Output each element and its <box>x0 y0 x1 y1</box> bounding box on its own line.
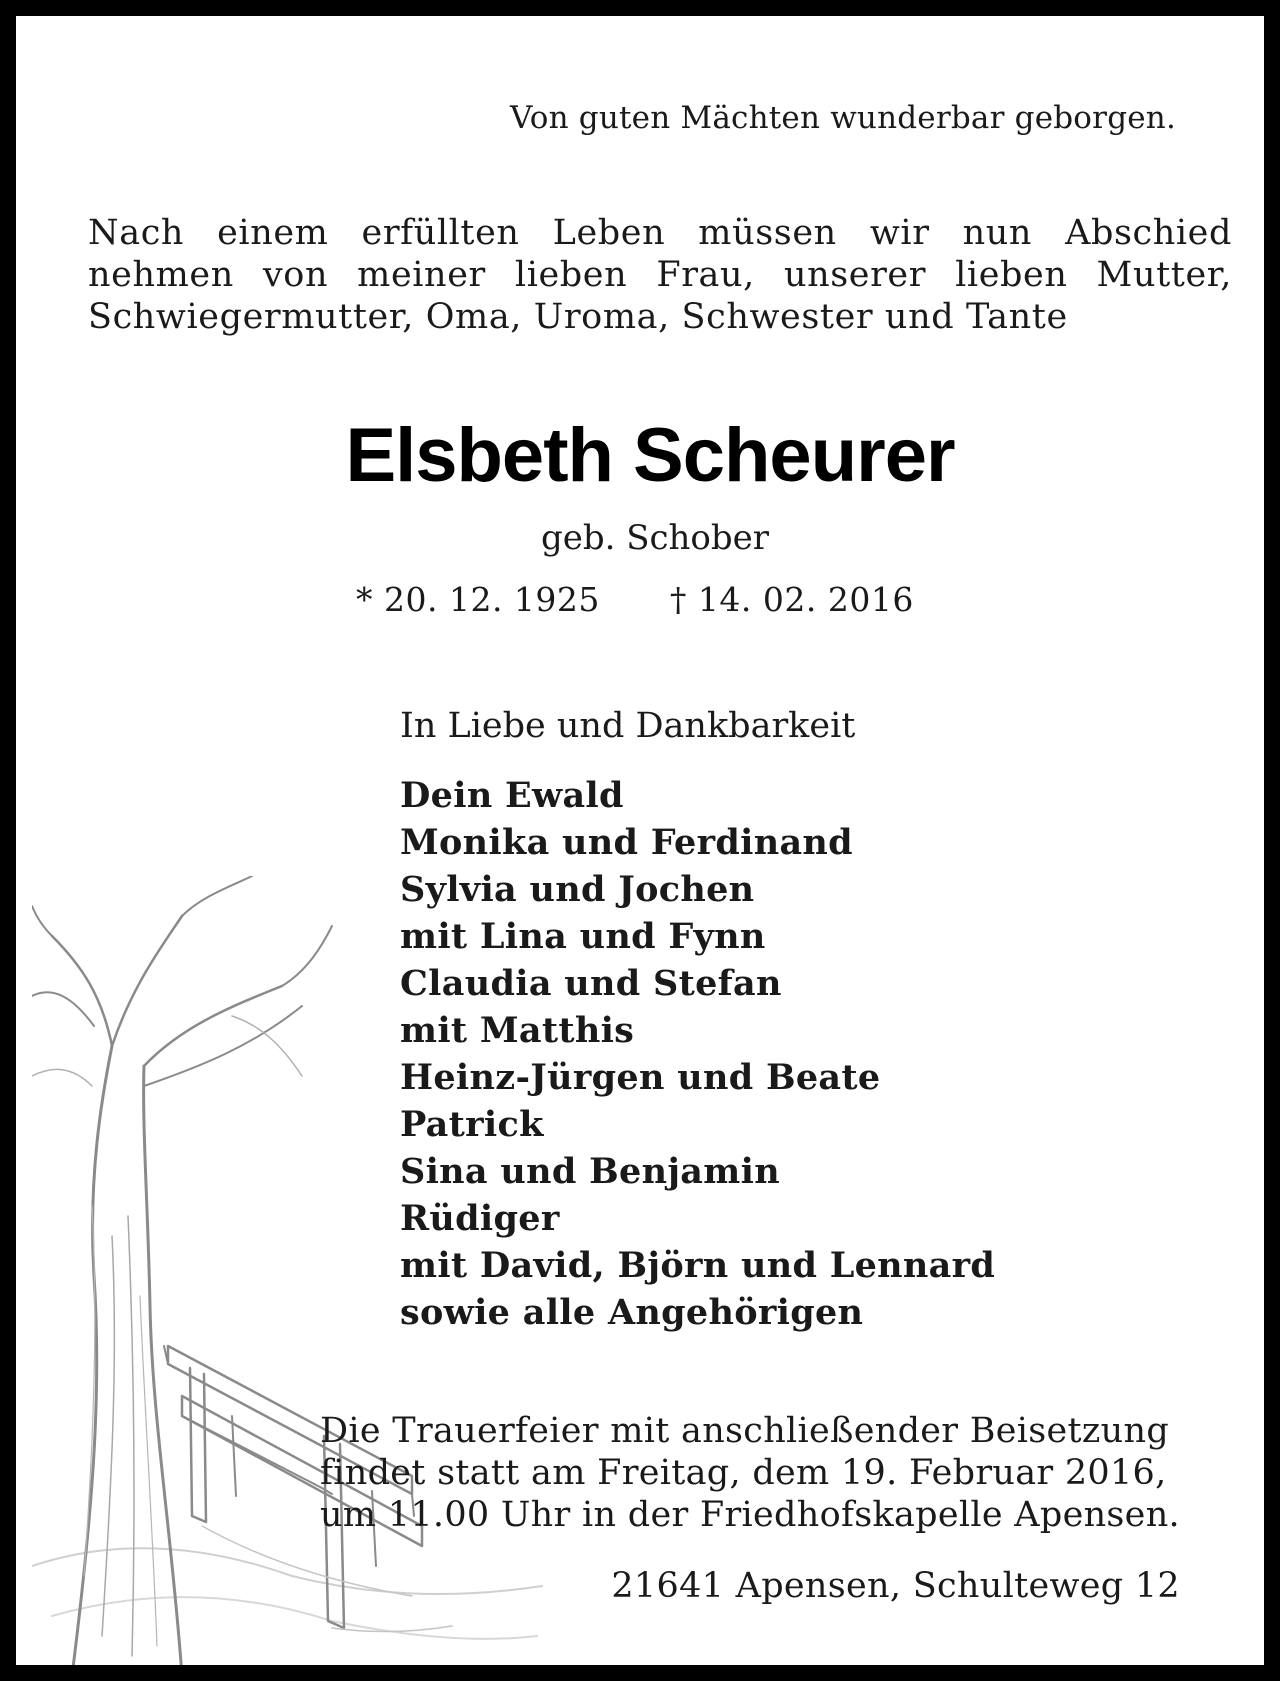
ceremony-line: Die Trauerfeier mit anschließender Beisetzung <box>320 1411 1170 1451</box>
intro-line: Schwiegermutter, Oma, Uroma, Schwester und Tante <box>88 297 1068 337</box>
intro-line: Nach einem erfüllten Leben müssen wir nun Abschied <box>88 213 1232 253</box>
family-member: Patrick <box>400 1104 544 1145</box>
motto: Von guten Mächten wunderbar geborgen. <box>509 100 1176 136</box>
family-member: Rüdiger <box>400 1198 560 1239</box>
intro-line: nehmen von meiner lieben Frau, unserer lieben Mutter, <box>88 255 1232 295</box>
ceremony-line: um 11.00 Uhr in der Friedhofskapelle Apensen. <box>320 1495 1180 1535</box>
family-member: sowie alle Angehörigen <box>400 1292 864 1333</box>
family-list <box>400 772 995 1336</box>
life-dates <box>356 580 914 619</box>
intro-text <box>88 212 1232 338</box>
family-member: Sina und Benjamin <box>400 1151 780 1192</box>
birth-name: geb. Schober <box>540 518 770 558</box>
family-member: mit Matthis <box>400 1010 635 1051</box>
family-member: Dein Ewald <box>400 775 624 816</box>
family-member: Claudia und Stefan <box>400 963 782 1004</box>
death-date: † 14. 02. 2016 <box>669 580 914 619</box>
family-member: Sylvia und Jochen <box>400 869 755 910</box>
birth-date: * 20. 12. 1925 <box>356 580 600 619</box>
family-member: Heinz-Jürgen und Beate <box>400 1057 881 1098</box>
ceremony-line: findet statt am Freitag, dem 19. Februar 2016, <box>320 1453 1167 1493</box>
ceremony-info <box>320 1410 1180 1536</box>
thanks-line: In Liebe und Dankbarkeit <box>400 706 856 746</box>
family-member: mit Lina und Fynn <box>400 916 766 957</box>
family-member: mit David, Björn und Lennard <box>400 1245 996 1286</box>
address: 21641 Apensen, Schulteweg 12 <box>611 1566 1180 1606</box>
family-member: Monika und Ferdinand <box>400 822 853 863</box>
deceased-name: Elsbeth Scheurer <box>345 413 955 498</box>
